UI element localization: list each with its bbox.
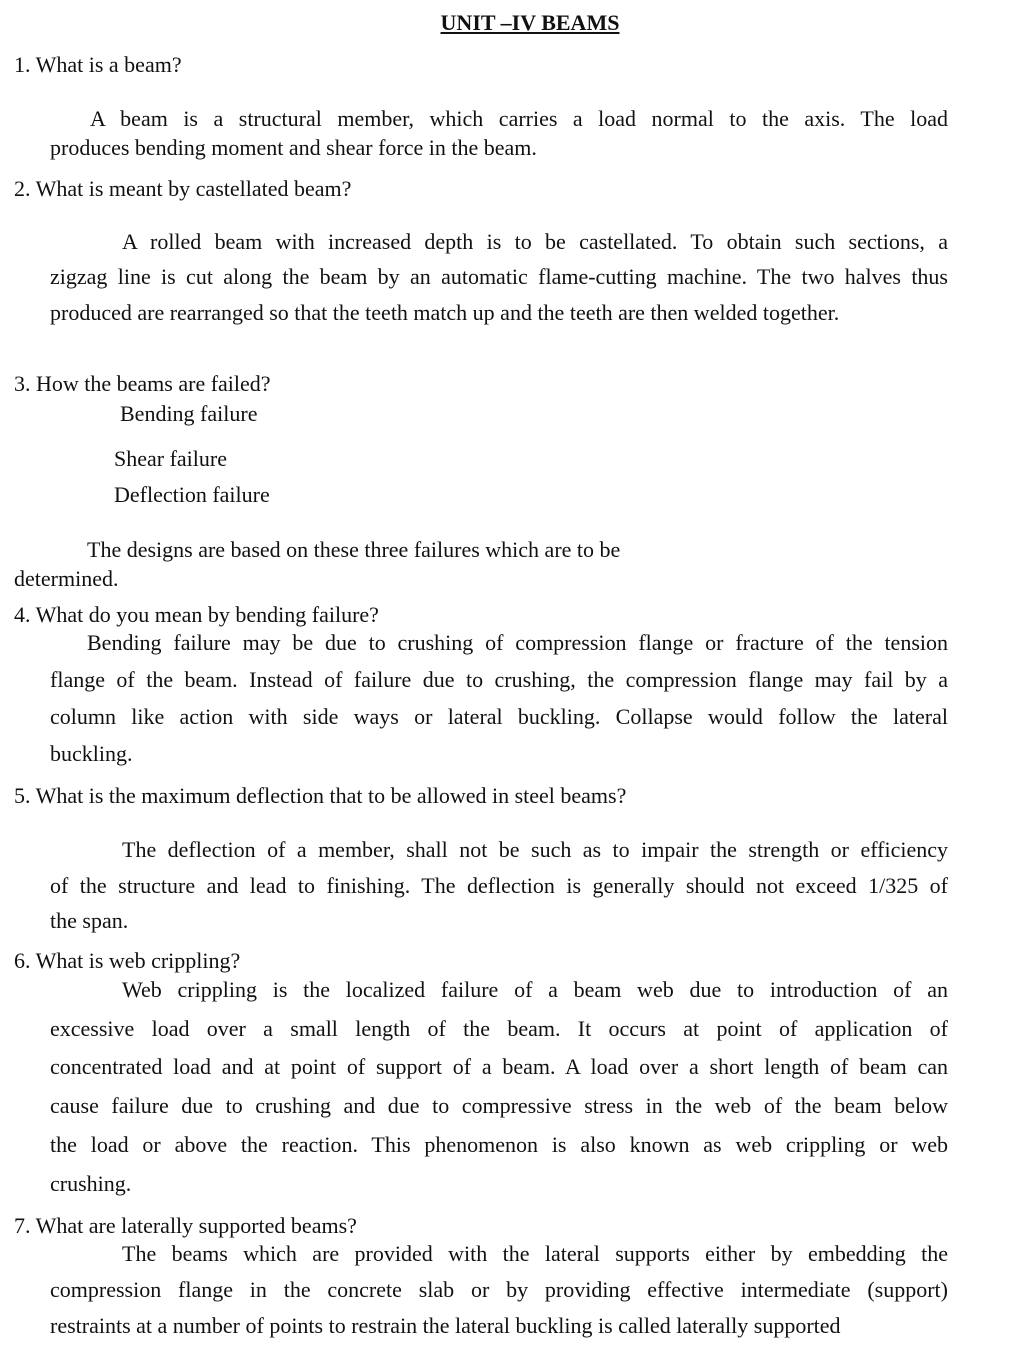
answer-3-line-1: The designs are based on these three failures which are to be (87, 537, 621, 562)
answer-7-line-2: compression flange in the concrete slab or by providing effective intermediate (support) (50, 1277, 948, 1302)
answer-7-line-1: The beams which are provided with the lateral supports either by embedding the (122, 1241, 948, 1266)
answer-6-line-5: the load or above the reaction. This phenomenon is also known as web crippling or web (50, 1132, 948, 1157)
page-title: UNIT –IV BEAMS (440, 10, 620, 35)
answer-1-line-1: A beam is a structural member, which carries a load normal to the axis. The load (90, 106, 948, 131)
answer-6-line-4: cause failure due to crushing and due to compressive stress in the web of the beam below (50, 1093, 948, 1118)
answer-5-line-3: the span. (50, 908, 129, 933)
answer-6-line-2: excessive load over a small length of the beam. It occurs at point of application of (50, 1016, 948, 1041)
answer-5-line-1: The deflection of a member, shall not be such as to impair the strength or efficiency (122, 837, 948, 862)
answer-4-line-3: column like action with side ways or lateral buckling. Collapse would follow the lateral (50, 704, 948, 729)
question-5: 5. What is the maximum deflection that to be allowed in steel beams? (14, 783, 627, 808)
answer-6-line-6: crushing. (50, 1171, 132, 1196)
answer-6-line-3: concentrated load and at point of support of a beam. A load over a short length of beam can (50, 1054, 948, 1079)
question-7: 7. What are laterally supported beams? (14, 1213, 357, 1238)
answer-1-line-2: produces bending moment and shear force in the beam. (50, 135, 537, 160)
answer-4-line-2: flange of the beam. Instead of failure due to crushing, the compression flange may fail by a (50, 667, 948, 692)
answer-2-line-3: produced are rearranged so that the teeth match up and the teeth are then welded together. (50, 300, 840, 325)
failure-item-deflection: Deflection failure (114, 482, 270, 507)
failure-item-bending: Bending failure (120, 401, 258, 426)
answer-4-line-4: buckling. (50, 741, 133, 766)
answer-4-line-1: Bending failure may be due to crushing of compression flange or fracture of the tension (87, 630, 948, 655)
answer-2-line-2: zigzag line is cut along the beam by an automatic flame-cutting machine. The two halves thus (50, 264, 948, 289)
question-4: 4. What do you mean by bending failure? (14, 602, 379, 627)
answer-6-line-1: Web crippling is the localized failure of a beam web due to introduction of an (122, 977, 948, 1002)
question-1: 1. What is a beam? (14, 52, 182, 77)
failure-item-shear: Shear failure (114, 446, 227, 471)
question-6: 6. What is web crippling? (14, 948, 241, 973)
answer-5-line-2: of the structure and lead to finishing. The deflection is generally should not exceed 1/325 of (50, 873, 948, 898)
answer-2-line-1: A rolled beam with increased depth is to be castellated. To obtain such sections, a (122, 229, 948, 254)
answer-3-line-2: determined. (14, 566, 119, 591)
answer-7-line-3: restraints at a number of points to restrain the lateral buckling is called laterally supported (50, 1313, 841, 1338)
question-3: 3. How the beams are failed? (14, 371, 271, 396)
question-2: 2. What is meant by castellated beam? (14, 176, 352, 201)
